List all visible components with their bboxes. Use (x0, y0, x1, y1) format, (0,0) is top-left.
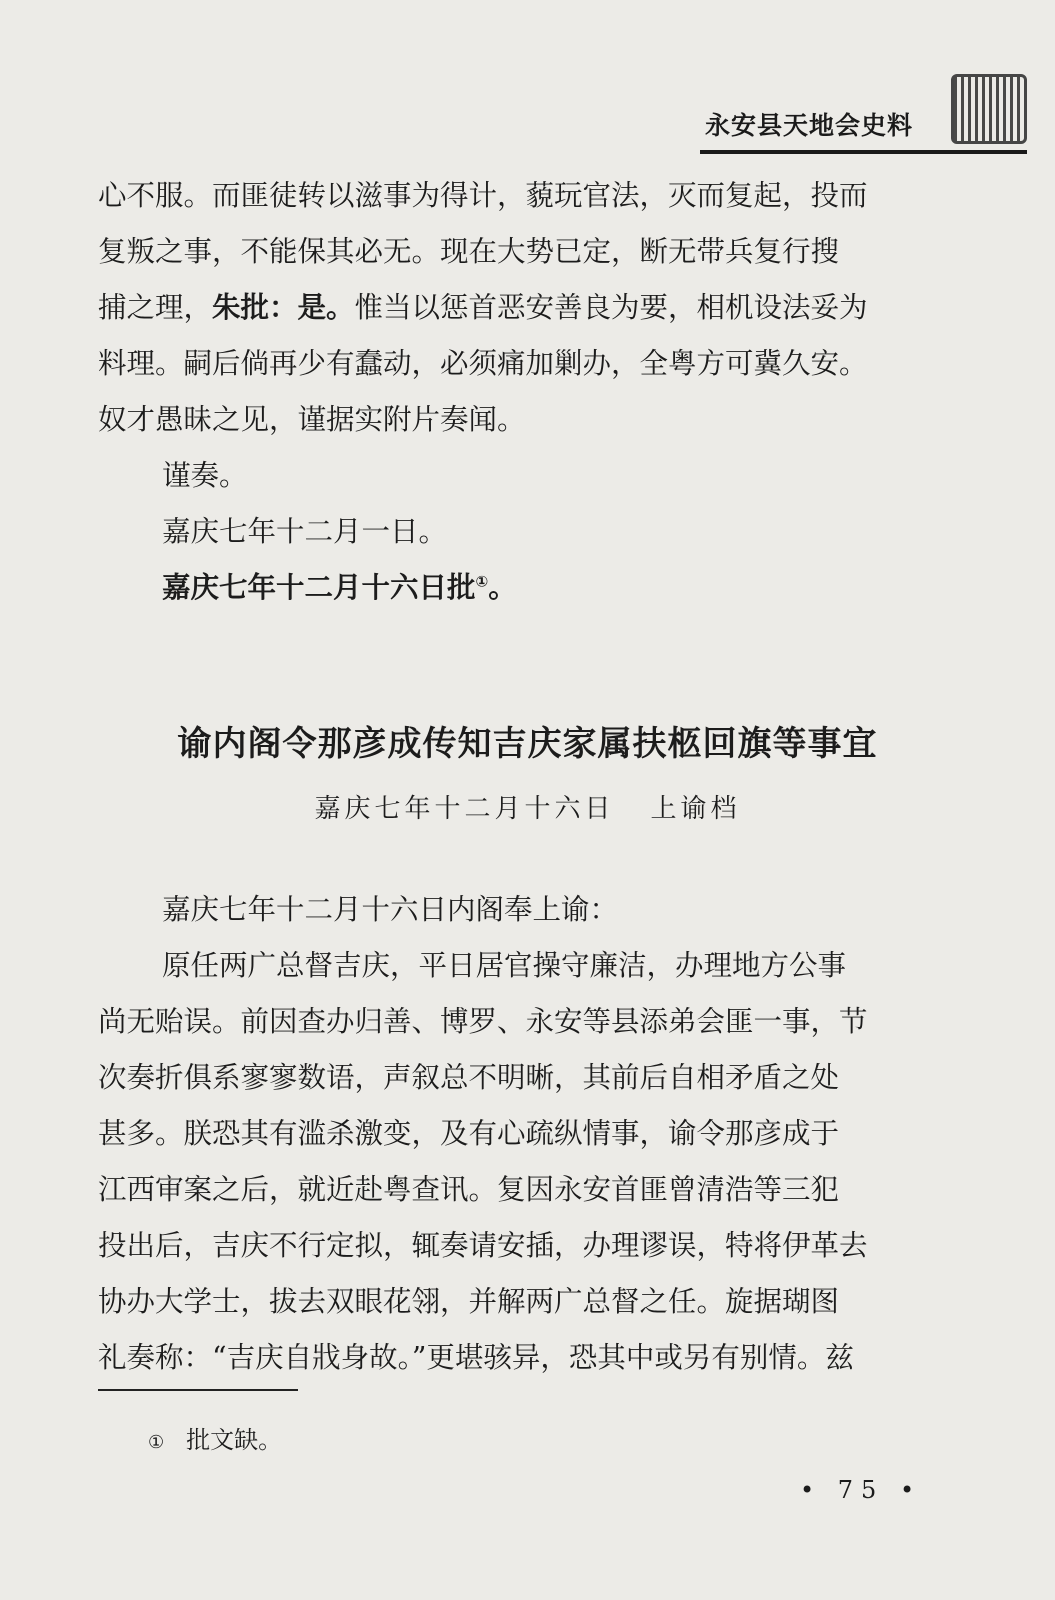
text-line: 心不服。而匪徒转以滋事为得计，藐玩官法，灭而复起，投而 (98, 179, 868, 212)
subtitle-date: 嘉庆七年十二月十六日 (314, 794, 615, 824)
header-rule (700, 150, 1027, 154)
date-line: 嘉庆七年十二月一日。 (162, 515, 448, 548)
text-line: 甚多。朕恐其有滥杀激变，及有心疏纵情事，谕令那彦成于 (98, 1117, 840, 1150)
footnote-rule (98, 1389, 298, 1391)
endorsement-date-line (98, 560, 928, 616)
text-line: 复叛之事，不能保其必无。现在大势已定，断无带兵复行搜 (98, 235, 840, 268)
seal-logo (951, 74, 1027, 144)
section-title: 谕内阁令那彦成传知吉庆家属扶柩回旗等事宜 (177, 724, 878, 764)
footnote-ref: ① (475, 572, 489, 591)
text-line: 嘉庆七年十二月十六日内阁奉上谕： (162, 893, 619, 926)
closing-line: 谨奏。 (162, 459, 248, 492)
text-line: 礼奏称：“吉庆自戕身故。”更堪骇异，恐其中或另有别情。兹 (98, 1341, 854, 1374)
text-line: 次奏折俱系寥寥数语，声叙总不明晰，其前后自相矛盾之处 (98, 1061, 840, 1094)
endorsement-period: 。 (488, 571, 517, 604)
section-subtitle (0, 788, 1055, 825)
page-number: • 75 • (800, 1476, 923, 1504)
text-line: 尚无贻误。前因查办归善、博罗、永安等县添弟会匪一事，节 (98, 1005, 868, 1038)
text-line: 原任两广总督吉庆，平日居官操守廉洁，办理地方公事 (162, 949, 847, 982)
text-line: 协办大学士，拔去双眼花翎，并解两广总督之任。旋据瑚图 (98, 1285, 840, 1318)
text-fragment: 捕之理， (98, 291, 213, 324)
top-text-block (98, 168, 928, 616)
footnote-text: 批文缺。 (186, 1426, 283, 1454)
endorsement-text: 嘉庆七年十二月十六日批 (162, 571, 476, 604)
subtitle-source: 上谕档 (650, 794, 741, 824)
footnote-mark: ① (148, 1432, 165, 1453)
text-line: 江西审案之后，就近赴粤查讯。复因永安首匪曾清浩等三犯 (98, 1173, 840, 1206)
text-line: 料理。嗣后倘再少有蠢动，必须痛加剿办，全粤方可冀久安。 (98, 347, 868, 380)
vermilion-endorsement: 朱批：是。 (212, 291, 355, 324)
text-line: 奴才愚昧之见，谨据实附片奏闻。 (98, 403, 526, 436)
footnote (148, 1420, 282, 1455)
body-text-block (98, 882, 928, 1386)
running-header-title: 永安县天地会史料 (704, 111, 913, 140)
text-line (98, 280, 928, 336)
text-line: 投出后，吉庆不行定拟，辄奏请安插，办理谬误，特将伊革去 (98, 1229, 868, 1262)
text-fragment: 惟当以惩首恶安善良为要，相机设法妥为 (354, 291, 868, 324)
